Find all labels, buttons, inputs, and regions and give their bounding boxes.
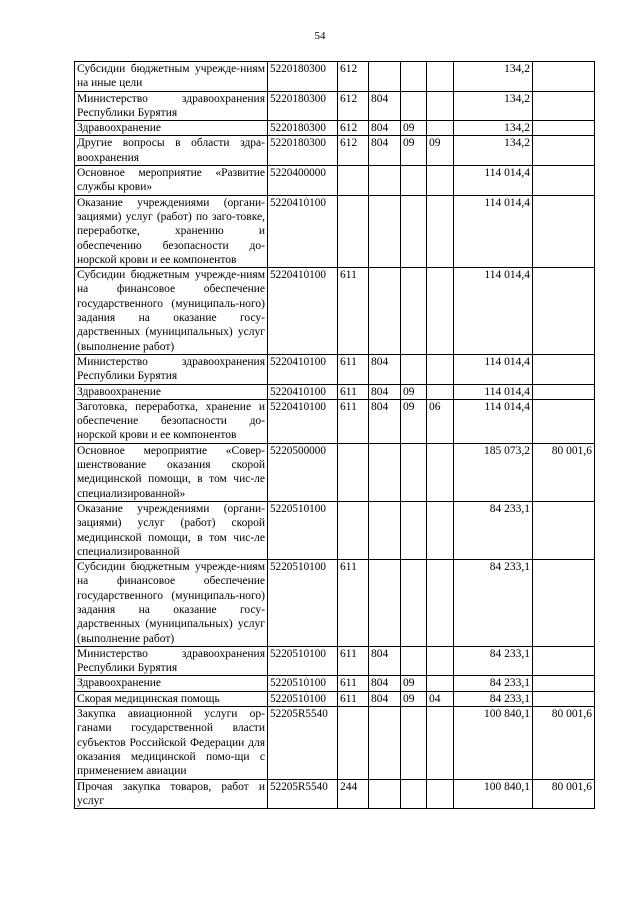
cell-department: 804: [369, 136, 401, 166]
cell-expense-type: 611: [338, 384, 369, 399]
cell-section: [401, 62, 427, 92]
cell-expense-type: 611: [338, 268, 369, 355]
cell-expense-type: 611: [338, 676, 369, 691]
cell-name: Здравоохранение: [75, 121, 268, 136]
cell-name: Основное мероприятие «Совер-шенствование оказания скорой медицинской помощи, в том чис-ле специализированной»: [75, 443, 268, 501]
cell-target-code: 5220510100: [268, 560, 338, 647]
cell-subsection: [427, 646, 454, 676]
cell-section: [401, 646, 427, 676]
table-row: [75, 62, 595, 92]
cell-federal-amount: [533, 195, 595, 267]
cell-subsection: [427, 779, 454, 809]
table-row: [75, 91, 595, 121]
cell-expense-type: 611: [338, 354, 369, 384]
cell-department: 804: [369, 691, 401, 706]
cell-expense-type: 612: [338, 62, 369, 92]
cell-expense-type: 611: [338, 399, 369, 443]
cell-amount: 114 014,4: [454, 166, 533, 196]
cell-name: Скорая медицинская помощь: [75, 691, 268, 706]
cell-name: Министерство здравоохранения Республики Бурятия: [75, 91, 268, 121]
cell-department: [369, 195, 401, 267]
table-body: [75, 62, 595, 809]
cell-subsection: [427, 121, 454, 136]
cell-section: 09: [401, 676, 427, 691]
cell-name: Основное мероприятие «Развитие службы крови»: [75, 166, 268, 196]
cell-target-code: 5220410100: [268, 399, 338, 443]
cell-department: [369, 62, 401, 92]
cell-target-code: 5220510100: [268, 646, 338, 676]
cell-expense-type: 244: [338, 779, 369, 809]
budget-table: [74, 61, 595, 809]
cell-amount: 114 014,4: [454, 384, 533, 399]
cell-target-code: 5220180300: [268, 91, 338, 121]
cell-expense-type: [338, 707, 369, 779]
cell-target-code: 5220180300: [268, 62, 338, 92]
cell-section: [401, 707, 427, 779]
cell-name: Министерство здравоохранения Республики Бурятия: [75, 354, 268, 384]
cell-amount: 84 233,1: [454, 501, 533, 559]
cell-amount: 134,2: [454, 136, 533, 166]
table-row: [75, 501, 595, 559]
cell-target-code: 5220500000: [268, 443, 338, 501]
cell-subsection: [427, 354, 454, 384]
cell-name: Здравоохранение: [75, 384, 268, 399]
cell-amount: 84 233,1: [454, 691, 533, 706]
cell-target-code: 52205R5540: [268, 707, 338, 779]
cell-section: [401, 354, 427, 384]
cell-expense-type: 611: [338, 691, 369, 706]
cell-federal-amount: [533, 136, 595, 166]
cell-target-code: 5220510100: [268, 676, 338, 691]
cell-section: [401, 91, 427, 121]
table-row: [75, 136, 595, 166]
cell-department: 804: [369, 399, 401, 443]
cell-federal-amount: [533, 166, 595, 196]
cell-section: [401, 779, 427, 809]
cell-amount: 84 233,1: [454, 646, 533, 676]
cell-section: 09: [401, 399, 427, 443]
cell-subsection: 09: [427, 136, 454, 166]
cell-subsection: 04: [427, 691, 454, 706]
cell-department: 804: [369, 646, 401, 676]
cell-subsection: [427, 268, 454, 355]
cell-federal-amount: [533, 384, 595, 399]
cell-section: [401, 166, 427, 196]
cell-department: 804: [369, 384, 401, 399]
cell-name: Субсидии бюджетным учрежде-ниям на иные цели: [75, 62, 268, 92]
cell-department: [369, 707, 401, 779]
cell-federal-amount: [533, 399, 595, 443]
cell-subsection: [427, 501, 454, 559]
cell-federal-amount: [533, 121, 595, 136]
cell-name: Заготовка, переработка, хранение и обеспечение безопасности до-норской крови и ее компонентов: [75, 399, 268, 443]
cell-target-code: 5220410100: [268, 195, 338, 267]
cell-department: 804: [369, 121, 401, 136]
cell-section: [401, 443, 427, 501]
cell-section: [401, 501, 427, 559]
cell-target-code: 5220180300: [268, 136, 338, 166]
cell-federal-amount: [533, 501, 595, 559]
table-row: [75, 121, 595, 136]
cell-target-code: 5220410100: [268, 384, 338, 399]
cell-expense-type: 611: [338, 560, 369, 647]
cell-section: [401, 560, 427, 647]
table-row: [75, 268, 595, 355]
cell-name: Субсидии бюджетным учрежде-ниям на финансовое обеспечение государственного (муниципаль-ного) задания на оказание госу-дарственных (муниципальных) услуг (выполнение работ): [75, 560, 268, 647]
cell-name: Прочая закупка товаров, работ и услуг: [75, 779, 268, 809]
table-row: [75, 354, 595, 384]
cell-target-code: 5220400000: [268, 166, 338, 196]
cell-subsection: [427, 62, 454, 92]
cell-name: Закупка авиационной услуги ор-ганами государственной власти субъектов Российской Федерации для оказания медицинской помо-щи с применением авиации: [75, 707, 268, 779]
cell-subsection: [427, 91, 454, 121]
cell-expense-type: 612: [338, 136, 369, 166]
table-row: [75, 560, 595, 647]
cell-expense-type: 612: [338, 121, 369, 136]
cell-subsection: [427, 676, 454, 691]
table-row: [75, 646, 595, 676]
cell-name: Министерство здравоохранения Республики Бурятия: [75, 646, 268, 676]
table-row: [75, 399, 595, 443]
table-row: [75, 166, 595, 196]
cell-target-code: 5220180300: [268, 121, 338, 136]
cell-target-code: 52205R5540: [268, 779, 338, 809]
cell-expense-type: [338, 443, 369, 501]
cell-name: Оказание учреждениями (органи-зациями) услуг (работ) по заго-товке, переработке, хранению и обеспечению безопасности до-норской крови и ее компонентов: [75, 195, 268, 267]
cell-target-code: 5220410100: [268, 268, 338, 355]
cell-amount: 100 840,1: [454, 779, 533, 809]
cell-department: [369, 443, 401, 501]
cell-section: 09: [401, 691, 427, 706]
cell-department: 804: [369, 354, 401, 384]
page-number: 54: [314, 30, 326, 42]
cell-subsection: [427, 560, 454, 647]
cell-expense-type: [338, 166, 369, 196]
cell-amount: 134,2: [454, 91, 533, 121]
cell-section: [401, 268, 427, 355]
cell-target-code: 5220510100: [268, 691, 338, 706]
cell-subsection: [427, 443, 454, 501]
cell-federal-amount: 80 001,6: [533, 443, 595, 501]
cell-section: [401, 195, 427, 267]
cell-department: [369, 560, 401, 647]
cell-amount: 185 073,2: [454, 443, 533, 501]
cell-amount: 114 014,4: [454, 268, 533, 355]
cell-subsection: [427, 166, 454, 196]
cell-department: [369, 501, 401, 559]
cell-expense-type: [338, 195, 369, 267]
cell-amount: 114 014,4: [454, 399, 533, 443]
cell-federal-amount: [533, 62, 595, 92]
cell-federal-amount: [533, 646, 595, 676]
cell-name: Субсидии бюджетным учрежде-ниям на финансовое обеспечение государственного (муниципаль-ного) задания на оказание госу-дарственных (муниципальных) услуг (выполнение работ): [75, 268, 268, 355]
cell-department: [369, 268, 401, 355]
cell-federal-amount: [533, 560, 595, 647]
cell-name: Оказание учреждениями (органи-зациями) услуг (работ) скорой медицинской помощи, в том чис-ле специализированной: [75, 501, 268, 559]
table-row: [75, 195, 595, 267]
cell-federal-amount: [533, 91, 595, 121]
cell-expense-type: 611: [338, 646, 369, 676]
cell-expense-type: [338, 501, 369, 559]
cell-amount: 114 014,4: [454, 195, 533, 267]
cell-amount: 134,2: [454, 121, 533, 136]
cell-department: [369, 166, 401, 196]
table-row: [75, 443, 595, 501]
cell-section: 09: [401, 136, 427, 166]
cell-federal-amount: 80 001,6: [533, 779, 595, 809]
table-row: [75, 707, 595, 779]
cell-federal-amount: [533, 676, 595, 691]
cell-department: 804: [369, 676, 401, 691]
cell-amount: 84 233,1: [454, 560, 533, 647]
cell-subsection: [427, 195, 454, 267]
cell-amount: 134,2: [454, 62, 533, 92]
cell-name: Другие вопросы в области здра-воохранения: [75, 136, 268, 166]
cell-name: Здравоохранение: [75, 676, 268, 691]
table-row: [75, 779, 595, 809]
cell-subsection: [427, 707, 454, 779]
cell-target-code: 5220410100: [268, 354, 338, 384]
cell-department: [369, 779, 401, 809]
table-row: [75, 384, 595, 399]
cell-section: 09: [401, 121, 427, 136]
cell-section: 09: [401, 384, 427, 399]
cell-federal-amount: 80 001,6: [533, 707, 595, 779]
table-row: [75, 691, 595, 706]
cell-federal-amount: [533, 268, 595, 355]
cell-department: 804: [369, 91, 401, 121]
cell-target-code: 5220510100: [268, 501, 338, 559]
cell-expense-type: 612: [338, 91, 369, 121]
cell-amount: 84 233,1: [454, 676, 533, 691]
cell-federal-amount: [533, 354, 595, 384]
table-row: [75, 676, 595, 691]
cell-subsection: [427, 384, 454, 399]
cell-subsection: 06: [427, 399, 454, 443]
cell-federal-amount: [533, 691, 595, 706]
cell-amount: 100 840,1: [454, 707, 533, 779]
cell-amount: 114 014,4: [454, 354, 533, 384]
